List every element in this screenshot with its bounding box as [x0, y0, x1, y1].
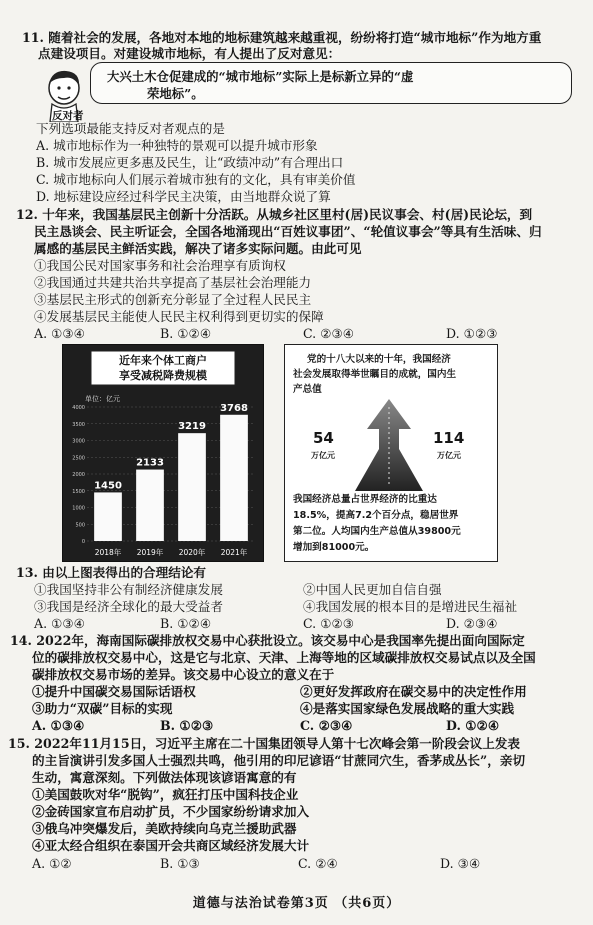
q13-option-d: D. ②③④ [446, 616, 498, 631]
q15-option-c: C. ②④ [298, 856, 338, 871]
page-footer: 道德与法治试卷第3页 （共6页） [192, 896, 401, 911]
chart-bar [136, 470, 164, 541]
bubble-line-2: 荣地标”。 [147, 86, 204, 101]
q13-option-a: A. ①③④ [34, 616, 85, 631]
q14-option-c: C. ②③④ [300, 718, 353, 733]
q12-item-2: ②我国通过共建共治共享提高了基层社会治理能力 [34, 275, 312, 290]
info-bottom-3: 第二位。人均国内生产总值从39800元 [293, 526, 461, 537]
chart-y-tick-label: 3000 [72, 438, 85, 445]
q12-item-3: ③基层民主形式的创新充分彰显了全过程人民民主 [34, 292, 312, 307]
q14-item-4: ④是落实国家绿色发展战略的重大实践 [300, 701, 515, 716]
chart-x-category-label: 2018年 [94, 548, 122, 557]
q14-option-b: B. ①②③ [160, 718, 214, 733]
chart-x-category-label: 2019年 [136, 548, 164, 557]
q11-option-a: A. 城市地标作为一种独特的景观可以提升城市形象 [36, 138, 318, 153]
q15-line-2: 的主旨演讲引发多国人士强烈共鸣，他引用的印尼谚语“甘蔗同穴生，香茅成丛长”，亲切 [32, 753, 526, 768]
q12-line-2: 民主恳谈会、民主听证会，全国各地涌现出“百姓议事团”、“轮值议事会”等具有生活味、归 [34, 224, 542, 239]
q15-line-1: 15. 2022年11月15日，习近平主席在二十国集团领导人第十七次峰会第一阶段会议上发表 [8, 736, 520, 751]
chart-unit-label: 单位：亿元 [85, 395, 120, 403]
q13-item-3: ③我国是经济全球化的最大受益者 [34, 599, 223, 614]
q15-option-b: B. ①③ [160, 856, 200, 871]
q15-option-d: D. ③④ [440, 856, 481, 871]
bubble-line-1: 大兴土木仓促建成的“城市地标”实际上是标新立异的“虚 [107, 69, 414, 84]
chart-x-category-label: 2021年 [220, 548, 248, 557]
q13-stem: 13. 由以上图表得出的合理结论有 [16, 565, 207, 580]
q15-item-2: ②金砖国家宣布启动扩员，不少国家纷纷请求加入 [32, 804, 310, 819]
q13-item-4: ④我国发展的根本目的是增进民生福祉 [303, 599, 518, 614]
q14-line-2: 位的碳排放权交易中心，这是它与北京、天津、上海等地的区域碳排放权交易试点以及全国 [32, 650, 536, 665]
q13-item-2: ②中国人民更加自信自强 [303, 582, 442, 597]
q11-stem: 下列选项最能支持反对者观点的是 [36, 121, 225, 136]
q12-line-1: 12. 十年来，我国基层民主创新十分活跃。从城乡社区里村(居)民议事会、村(居)民论坛，到 [16, 207, 533, 222]
info-bottom-4: 增加到81000元。 [293, 542, 375, 553]
chart-y-tick-label: 1000 [72, 505, 85, 512]
chart-bar [220, 415, 248, 541]
q11-line-2: 点建设项目。对建设城市地标，有人提出了反对意见： [38, 46, 341, 61]
q15-item-4: ④亚太经合组织在泰国开会共商区域经济发展大计 [32, 838, 310, 853]
chart-y-tick-label: 2500 [72, 455, 85, 462]
q11-option-b: B. 城市发展应更多惠及民生，让“政绩冲动”有合理出口 [36, 155, 344, 170]
info-line-3: 产总值 [293, 384, 322, 395]
q11-option-d: D. 地标建设应经过科学民主决策，由当地群众说了算 [36, 189, 331, 204]
bar-chart-panel [62, 344, 264, 562]
person-label: 反对者 [52, 110, 84, 122]
q11-line-1: 11. 随着社会的发展，各地对本地的地标建筑越来越重视，纷纷将打造“城市地标”作为地方重 [22, 30, 542, 45]
q12-line-3: 属感的基层民主鲜活实践，解决了诸多实际问题。由此可见 [34, 241, 362, 256]
gdp-right-unit: 万亿元 [437, 451, 461, 460]
q15-option-a: A. ①② [32, 856, 72, 871]
speech-bubble [90, 62, 572, 104]
q13-option-b: B. ①②④ [160, 616, 212, 631]
q12-item-1: ①我国公民对国家事务和社会治理享有质询权 [34, 258, 286, 273]
info-bottom-2: 18.5%，提高7.2个百分点，稳居世界 [293, 510, 459, 521]
q12-option-a: A. ①③④ [34, 326, 85, 341]
chart-x-category-label: 2020年 [178, 548, 206, 557]
chart-y-tick-label: 3500 [72, 421, 85, 428]
q13-item-1: ①我国坚持非公有制经济健康发展 [34, 582, 223, 597]
q15-item-3: ③俄乌冲突爆发后，美欧持续向乌克兰援助武器 [32, 821, 297, 836]
q12-item-4: ④发展基层民主能使人民民主权利得到更切实的保障 [34, 309, 324, 324]
info-line-2: 社会发展取得举世瞩目的成就，国内生 [293, 369, 457, 380]
chart-y-tick-label: 500 [75, 522, 85, 529]
q14-line-3: 碳排放权交易市场的差异。该交易中心设立的意义在于 [32, 667, 335, 682]
q15-line-3: 生动，寓意深刻。下列做法体现该谚语寓意的有 [32, 770, 297, 785]
q12-option-d: D. ①②③ [446, 326, 498, 341]
gdp-left-value: 54 [313, 429, 334, 447]
chart-y-tick-label: 1500 [72, 488, 85, 495]
q11-option-c: C. 城市地标向人们展示着城市独有的文化，具有审美价值 [36, 172, 356, 187]
q14-item-3: ③助力“双碳”目标的实现 [32, 701, 173, 716]
chart-y-tick-label: 0 [81, 539, 85, 545]
chart-bar-value-label: 3768 [220, 402, 248, 414]
chart-bar [178, 433, 206, 541]
chart-bar-value-label: 3219 [178, 421, 206, 433]
q14-item-1: ①提升中国碳交易国际话语权 [32, 684, 196, 699]
chart-bar-value-label: 1450 [94, 480, 122, 492]
q14-option-d: D. ①②④ [446, 718, 500, 733]
chart-y-tick-label: 4000 [72, 405, 85, 411]
info-bottom-1: 我国经济总量占世界经济的比重达 [293, 494, 437, 505]
gdp-left-unit: 万亿元 [311, 451, 335, 460]
q14-item-2: ②更好发挥政府在碳交易中的决定性作用 [300, 684, 527, 699]
gdp-right-value: 114 [433, 429, 465, 447]
q15-item-1: ①美国鼓吹对华“脱钩”，疯狂打压中国科技企业 [32, 787, 299, 802]
chart-y-tick-label: 2000 [72, 472, 85, 478]
gdp-info-panel [284, 344, 498, 562]
chart-title-line-2: 享受减税降费规模 [119, 369, 207, 382]
chart-bar-value-label: 2133 [136, 457, 164, 469]
q12-option-c: C. ②③④ [303, 326, 355, 341]
growth-arrow-icon [349, 395, 429, 495]
chart-title-line-1: 近年来个体工商户 [119, 354, 207, 367]
chart-bar [94, 492, 122, 541]
q13-option-c: C. ①②③ [303, 616, 355, 631]
q12-option-b: B. ①②④ [160, 326, 212, 341]
bar-chart [63, 345, 263, 561]
q14-line-1: 14. 2022年，海南国际碳排放权交易中心获批设立。该交易中心是我国率先提出面向国际定 [10, 633, 525, 648]
info-line-1: 党的十八大以来的十年，我国经济 [307, 354, 451, 365]
q14-option-a: A. ①③④ [32, 718, 85, 733]
